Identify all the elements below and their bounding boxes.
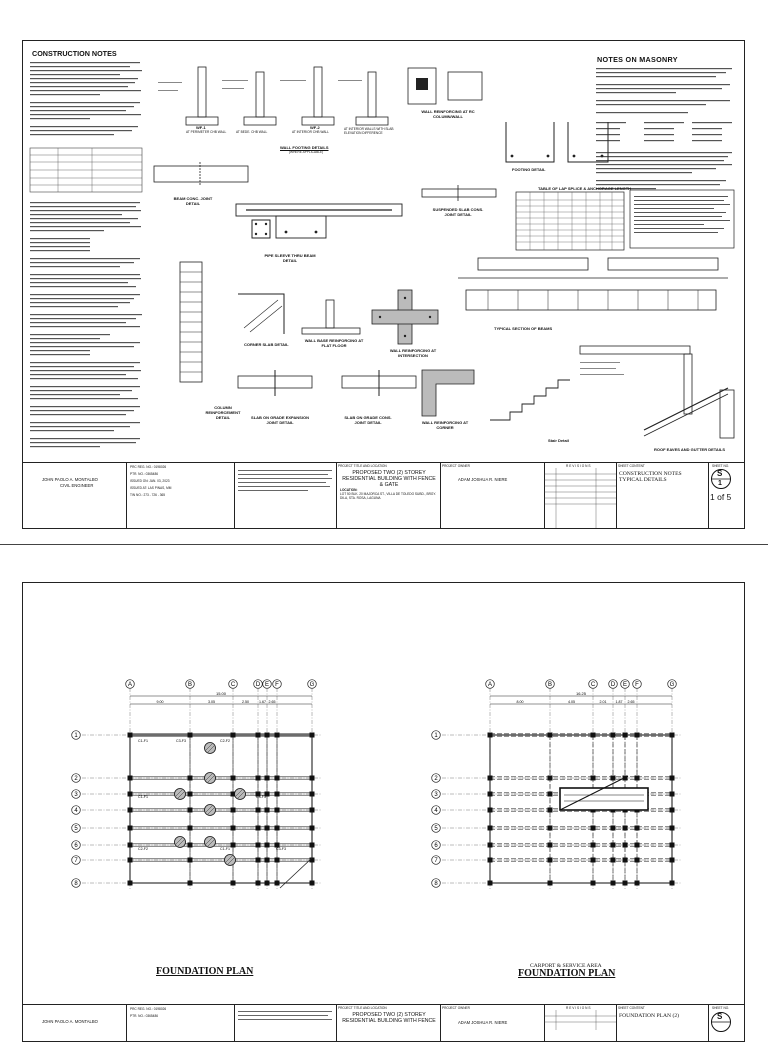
column <box>591 881 596 886</box>
footing-tag: C2-F2 <box>138 847 148 851</box>
column <box>488 826 493 831</box>
carport-slab <box>560 788 648 810</box>
column <box>265 826 270 831</box>
stair-detail-label: Stair Detail <box>548 438 569 443</box>
lap-splice-table <box>516 192 626 252</box>
roof-eaves-drawing <box>640 380 740 446</box>
wall-reinforcing-intersection-label: WALL REINFORCING AT INTERSECTION <box>389 348 437 358</box>
column <box>188 843 193 848</box>
typical-beams-drawing <box>458 250 738 330</box>
column <box>256 808 261 813</box>
foundation-plan-title: FOUNDATION PLAN <box>156 966 254 977</box>
column <box>275 826 280 831</box>
location-label: LOCATION: <box>340 488 358 492</box>
grid-number: 2 <box>74 776 78 782</box>
column <box>231 808 236 813</box>
issued-at: ISSUED AT: LAS PINAS, MM <box>130 486 172 490</box>
prc-reg: PRC REG. NO.: 0198026 <box>130 465 167 469</box>
column <box>670 858 675 863</box>
column <box>548 881 553 886</box>
footing-tag: C1-F1 <box>138 739 148 743</box>
column <box>548 826 553 831</box>
grid-number: 6 <box>74 843 78 849</box>
wall-base-label: WALL BASE REINFORCING AT FLAT FLOOR <box>304 338 364 348</box>
footing-detail-label: FOOTING DETAIL <box>512 167 546 172</box>
column <box>188 733 193 738</box>
footing <box>205 743 216 754</box>
column <box>256 776 261 781</box>
column <box>635 826 640 831</box>
dimension-text: 1.87 <box>615 700 623 704</box>
column <box>310 881 315 886</box>
column <box>231 843 236 848</box>
footing <box>225 855 236 866</box>
column <box>670 776 675 781</box>
slab-on-grade-drawing <box>234 366 424 412</box>
sheet-no-label: SHEET NO. <box>712 1006 730 1010</box>
construction-notes-title: CONSTRUCTION NOTES <box>32 49 117 58</box>
column <box>128 776 133 781</box>
column <box>275 792 280 797</box>
grid-number: 4 <box>434 808 438 814</box>
masonry-notes-title: NOTES ON MASONRY <box>597 55 678 64</box>
tin-no: TIN NO.: 273 - 726 - 365 <box>130 493 166 497</box>
engineer-role: CIVIL ENGINEER <box>60 483 94 488</box>
footing <box>175 837 186 848</box>
column <box>611 881 616 886</box>
column <box>548 858 553 863</box>
project-title-label: PROJECT TITLE AND LOCATION <box>338 464 387 468</box>
grid-number: 4 <box>74 808 78 814</box>
footing <box>205 837 216 848</box>
dimension-text: 2.65 <box>627 700 635 704</box>
corner-slab-drawing <box>234 290 294 340</box>
grid-number: 7 <box>434 858 438 864</box>
grid-letter: F <box>635 682 639 688</box>
grid-number: 5 <box>74 826 78 832</box>
wf3-sublabel: AT BEDE. CHB WALL <box>236 130 268 134</box>
column <box>265 858 270 863</box>
column <box>275 776 280 781</box>
grid-letter: D <box>255 682 261 688</box>
footing-tag: C1-F1 <box>138 795 148 799</box>
column <box>310 792 315 797</box>
column <box>188 881 193 886</box>
column <box>310 776 315 781</box>
dimension-text: 9.00 <box>156 700 164 704</box>
column <box>548 843 553 848</box>
wall-reinforcing-corner-label: WALL REINFORCING AT CORNER <box>421 420 469 430</box>
column <box>591 733 596 738</box>
sheet-letter: S <box>717 1012 723 1021</box>
wall-footing-details-label: WALL FOOTING DETAILS <box>280 145 329 150</box>
column <box>623 858 628 863</box>
grid-number: 8 <box>434 881 438 887</box>
column <box>611 776 616 781</box>
grid-letter: F <box>275 682 279 688</box>
column <box>591 843 596 848</box>
lap-splice-table-title: TABLE OF LAP SPLICE & ANCHORAGE LENGTH <box>538 186 632 191</box>
overall-dimension: 15.00 <box>215 691 227 696</box>
wall-reinforcing-column-drawing <box>408 64 488 112</box>
pipe-sleeve-label: PIPE SLEEVE THRU BEAM DETAIL <box>264 253 316 263</box>
column <box>188 776 193 781</box>
sheet-of: 1 of 5 <box>710 492 732 502</box>
column-reinforcement-drawing <box>170 260 220 390</box>
column <box>265 776 270 781</box>
dimension-text: 3.05 <box>208 700 215 704</box>
carport-plan-pretitle: CARPORT & SERVICE AREA <box>530 963 602 969</box>
column <box>611 733 616 738</box>
sheet-content-label: SHEET CONTENT <box>618 1006 645 1010</box>
footing <box>175 789 186 800</box>
issued-on: ISSUED ON: JAN. 03, 2023 <box>130 479 170 483</box>
column <box>488 808 493 813</box>
grid-number: 3 <box>74 792 78 798</box>
dimension-text: 1.67 <box>259 700 266 704</box>
carport-plan-title: FOUNDATION PLAN <box>518 968 616 979</box>
grid-letter: G <box>309 682 315 688</box>
grid-letter: B <box>187 682 193 688</box>
column <box>265 843 270 848</box>
column <box>548 733 553 738</box>
column <box>128 792 133 797</box>
footing <box>235 789 246 800</box>
grid-number: 3 <box>434 792 438 798</box>
column <box>128 826 133 831</box>
column <box>231 776 236 781</box>
sheet-content: FOUNDATION PLAN (2) <box>619 1013 679 1019</box>
column <box>265 808 270 813</box>
ptr-no: PTR. NO.: 0365486 <box>130 1014 158 1018</box>
column <box>670 792 675 797</box>
wf4-sublabel: AT INTERIOR WALLS WITH SLAB ELEVATION DIFFERENCE <box>344 127 394 135</box>
column <box>635 776 640 781</box>
footing-tag: C3-F3 <box>256 795 266 799</box>
column <box>128 843 133 848</box>
owner-name: ADAM JOSHUA R. NIERE <box>458 1020 508 1025</box>
notes-box <box>630 190 736 250</box>
column <box>623 733 628 738</box>
column <box>623 881 628 886</box>
column <box>188 792 193 797</box>
slab-on-grade-expansion-label: SLAB ON GRADE EXPANSION JOINT DETAIL <box>251 415 309 425</box>
revisions-label: R E V I S I O N S <box>566 1006 591 1010</box>
dimension-text: 2.65 <box>268 700 276 704</box>
grid-number: 5 <box>434 826 438 832</box>
column <box>591 858 596 863</box>
column <box>670 733 675 738</box>
sheet-content-label: SHEET CONTENT <box>618 464 645 468</box>
column <box>256 826 261 831</box>
grid-letter: D <box>610 682 616 688</box>
grid-letter: C <box>230 682 236 688</box>
column <box>488 881 493 886</box>
wf2-label: WF-2 <box>310 125 320 130</box>
column <box>310 808 315 813</box>
wf1-sublabel: AT PERIMETER CHB WALL <box>186 130 227 134</box>
column <box>488 776 493 781</box>
column <box>256 733 261 738</box>
sheet-content: CONSTRUCTION NOTES TYPICAL DETAILS <box>619 471 682 484</box>
column <box>670 808 675 813</box>
column <box>265 881 270 886</box>
dimension-text: 2.50 <box>242 700 249 704</box>
sheet-no-label: SHEET NO. <box>712 464 730 468</box>
column <box>231 733 236 738</box>
footing-tag: C1-F1 <box>220 847 230 851</box>
footing <box>205 773 216 784</box>
dimension-text: 4.05 <box>568 700 575 704</box>
disclaimer-text <box>238 470 334 500</box>
column <box>611 826 616 831</box>
column <box>488 733 493 738</box>
wall-reinforcing-intersection-drawing <box>372 290 442 346</box>
column <box>128 808 133 813</box>
engineer-name: JOHN PAOLO A. MONTALBO <box>42 1019 98 1024</box>
column <box>256 858 261 863</box>
suspended-slab-label: SUSPENDED SLAB CONS. JOINT DETAIL <box>432 207 484 217</box>
column <box>265 733 270 738</box>
drawing-sheet-2 <box>0 545 768 1024</box>
grid-letter: E <box>622 682 628 688</box>
column <box>256 881 261 886</box>
column <box>231 881 236 886</box>
engineer-name: JOHN PAOLO A. MONTALBO <box>42 477 98 482</box>
owner-name: ADAM JOSHUA R. NIERE <box>458 477 508 482</box>
column <box>188 808 193 813</box>
sheet-letter: S <box>717 469 723 478</box>
grid-number: 1 <box>434 733 438 739</box>
column <box>488 792 493 797</box>
project-title: PROPOSED TWO (2) STOREY RESIDENTIAL BUILDING WITH FENCE <box>342 1012 436 1024</box>
corner-slab-label: CORNER SLAB DETAIL <box>244 342 289 347</box>
column <box>275 808 280 813</box>
foundation-plan-drawing <box>74 680 340 980</box>
dimension-text: 8.00 <box>516 700 524 704</box>
column <box>310 826 315 831</box>
column <box>488 858 493 863</box>
column <box>256 843 261 848</box>
dimension-text: 2.01 <box>599 700 607 704</box>
column <box>635 733 640 738</box>
prc-reg: PRC REG. NO.: 0198026 <box>130 1007 167 1011</box>
beam-conc-joint-label: BEAM CONC. JOINT DETAIL <box>173 196 213 206</box>
column <box>623 826 628 831</box>
revisions-label: R E V I S I O N S <box>566 464 591 468</box>
column <box>670 881 675 886</box>
grid-letter: C <box>590 682 596 688</box>
project-title: PROPOSED TWO (2) STOREY RESIDENTIAL BUILDING WITH FENCE & GATE <box>342 470 436 488</box>
revisions-table <box>544 1010 616 1030</box>
sheet-number: 1 <box>718 480 722 487</box>
column-section-drawing <box>250 218 274 242</box>
location: LOT 50 BLK. 20 MAJORCA ST., VILLA DE TOLEDO SUBD., BRGY. DILA, STA. ROSA, LAGUNA <box>340 492 436 500</box>
slab-on-grade-cons-label: SLAB ON GRADE CONS. JOINT DETAIL <box>344 415 392 425</box>
column <box>591 826 596 831</box>
column <box>231 826 236 831</box>
column <box>310 843 315 848</box>
column <box>635 881 640 886</box>
column <box>548 808 553 813</box>
footing-tag: C2-F2 <box>220 739 230 743</box>
footing-tag: C3-F3 <box>176 739 186 743</box>
column <box>670 826 675 831</box>
wall-reinforcing-column-label: WALL REINFORCING AT RC COLUMN/WALL <box>421 109 475 119</box>
wall-base-drawing <box>302 300 362 336</box>
ptr-no: PTR. NO.: 0365486 <box>130 472 158 476</box>
overall-dimension: 16.25 <box>575 691 587 696</box>
wall-footing-details-sublabel: (WHERE APPLICABLE) <box>289 150 324 154</box>
suspended-slab-drawing <box>420 183 500 205</box>
grid-letter: A <box>127 682 133 688</box>
column <box>128 733 133 738</box>
column <box>275 881 280 886</box>
column <box>275 733 280 738</box>
roof-eaves-label: ROOF EAVES AND GUTTER DETAILS <box>654 447 726 452</box>
disclaimer-text <box>238 1011 334 1031</box>
column <box>275 858 280 863</box>
column <box>310 733 315 738</box>
grid-number: 8 <box>74 881 78 887</box>
grid-number: 2 <box>434 776 438 782</box>
project-title-label: PROJECT TITLE AND LOCATION <box>338 1006 387 1010</box>
typical-beams-label: TYPICAL SECTION OF BEAMS <box>494 326 553 331</box>
column <box>188 826 193 831</box>
column <box>548 792 553 797</box>
owner-label: PROJECT OWNER <box>442 464 470 468</box>
grid-letter: E <box>264 682 270 688</box>
column <box>128 858 133 863</box>
column <box>548 776 553 781</box>
column <box>188 858 193 863</box>
wf1-label: WF-1 <box>196 125 206 130</box>
grid-number: 7 <box>74 858 78 864</box>
grid-letter: B <box>547 682 553 688</box>
construction-notes-text <box>30 62 150 457</box>
grid-letter: G <box>669 682 675 688</box>
column <box>128 881 133 886</box>
column-reinforcement-label: COLUMN REINFORCEMENT DETAIL <box>205 405 241 420</box>
grid-number: 1 <box>74 733 78 739</box>
column <box>635 843 640 848</box>
column <box>623 843 628 848</box>
grid-number: 6 <box>434 843 438 849</box>
carport-foundation-plan-drawing <box>434 680 700 980</box>
column <box>635 858 640 863</box>
column <box>611 858 616 863</box>
column <box>670 843 675 848</box>
column <box>591 776 596 781</box>
column <box>488 843 493 848</box>
revisions-table <box>544 468 616 528</box>
grid-letter: A <box>487 682 493 688</box>
wf2-sublabel: AT INTERIOR CHB WALL <box>292 130 329 134</box>
owner-label: PROJECT OWNER <box>442 1006 470 1010</box>
wall-reinforcing-corner-drawing <box>418 366 478 420</box>
footing <box>205 805 216 816</box>
column <box>611 843 616 848</box>
footing-tag: C3-F3 <box>276 847 286 851</box>
